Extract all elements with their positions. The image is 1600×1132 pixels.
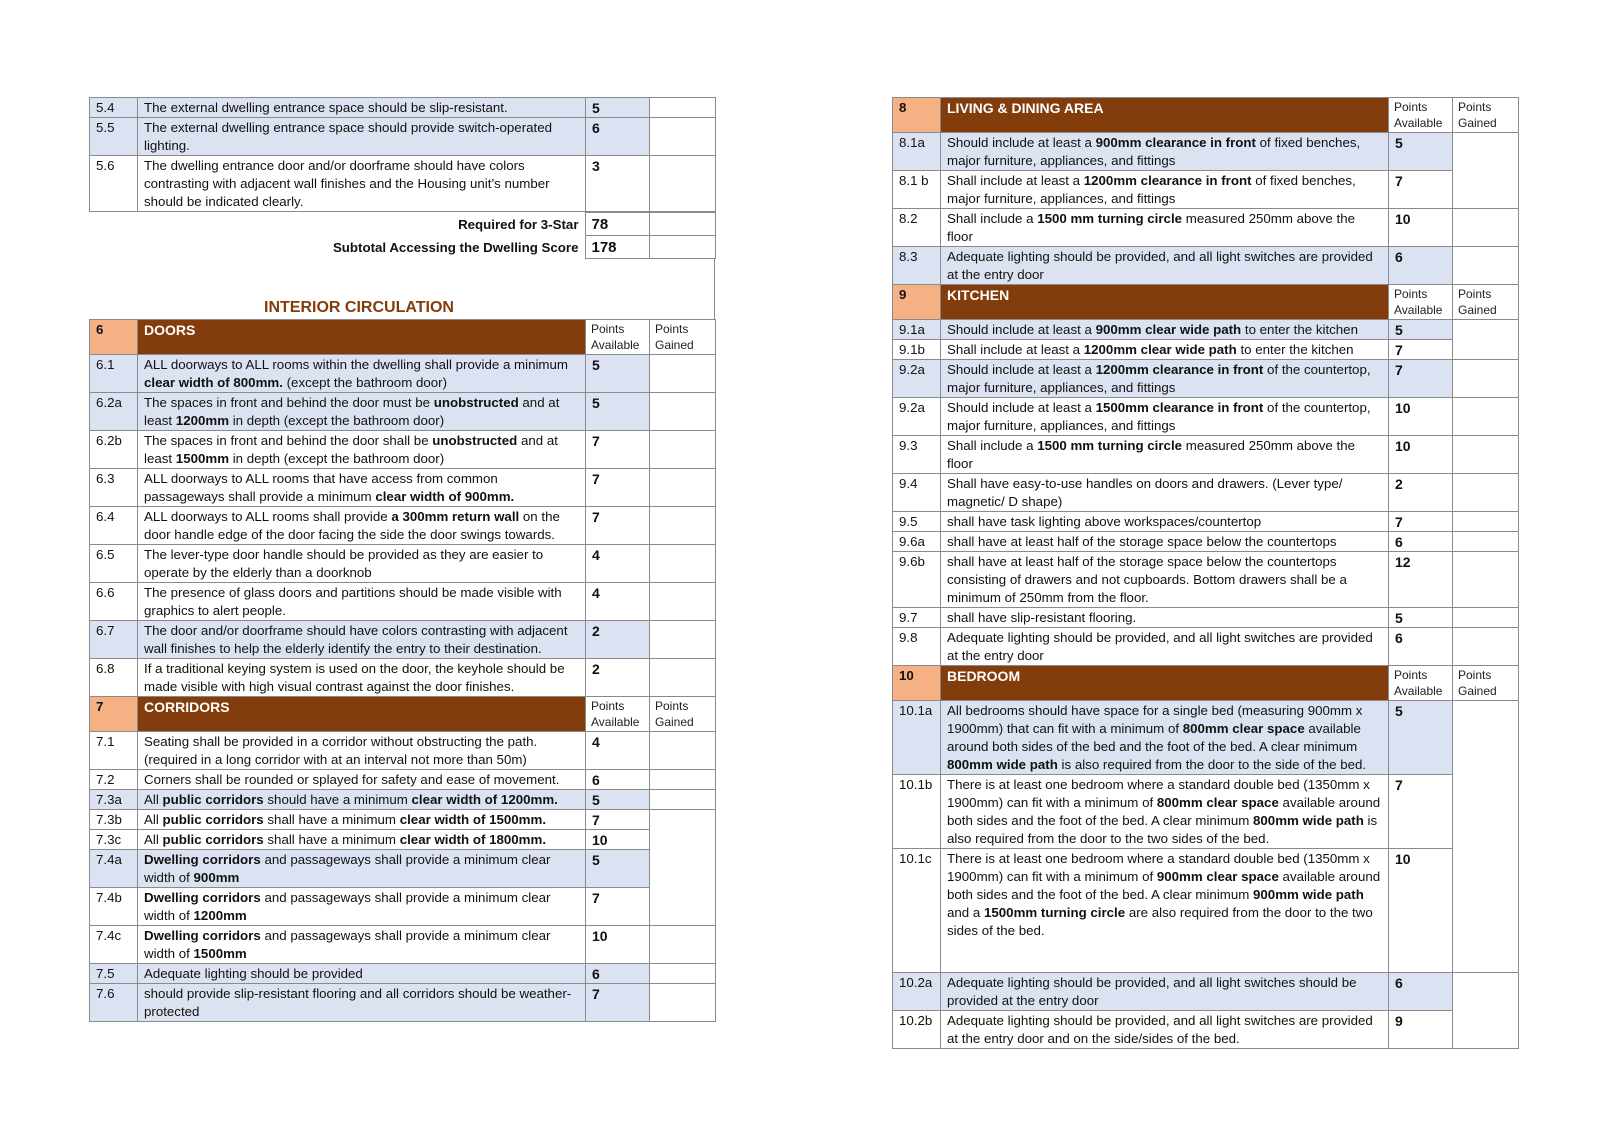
points-gained: [1453, 474, 1519, 512]
points-gained-header: Points Gained: [650, 320, 716, 355]
criterion-row: [90, 850, 716, 888]
criterion-row: [90, 830, 716, 850]
points-gained: [650, 583, 716, 621]
criterion-description: shall have at least half of the storage space below the countertops: [941, 532, 1389, 552]
required-label: Required for 3-Star: [458, 216, 579, 232]
criterion-number: 6.6: [90, 583, 138, 621]
points-available: 10: [1389, 849, 1453, 973]
criterion-row: [893, 512, 1519, 532]
criterion-number: 9.2a: [893, 398, 941, 436]
points-available: 7: [1389, 512, 1453, 532]
section-number: 7: [90, 697, 138, 732]
points-gained: [1453, 552, 1519, 608]
criterion-number: 5.6: [90, 156, 138, 212]
criterion-row: [893, 133, 1519, 171]
points-gained: [650, 118, 716, 156]
points-available-header: Points Available: [1389, 666, 1453, 701]
points-gained: [1453, 512, 1519, 532]
points-available: 7: [1389, 171, 1453, 209]
section-header-row: [893, 98, 1519, 133]
criterion-description: Adequate lighting should be provided, and all light switches should be provided at the entry door: [941, 973, 1389, 1011]
criterion-description: If a traditional keying system is used on the door, the keyhole should be made visible with high visual contrast against the door finishes.: [138, 659, 586, 697]
criterion-description: shall have at least half of the storage space below the countertops consisting of drawers and not cupboards. Bottom drawers shall be a minimum of 250mm from the floor.: [941, 552, 1389, 608]
criterion-description: Dwelling corridors and passageways shall provide a minimum clear width of 900mm: [138, 850, 586, 888]
criterion-description: Dwelling corridors and passageways shall provide a minimum clear width of 1500mm: [138, 926, 586, 964]
points-available: 5: [586, 355, 650, 393]
criterion-number: 7.5: [90, 964, 138, 984]
criterion-description: There is at least one bedroom where a standard double bed (1350mm x 1900mm) can fit with a minimum of 800mm clear space available around both sides and the foot of the bed. A clear minimum 800mm wide path is also required from the door to the two sides of the bed.: [941, 775, 1389, 849]
points-available: 7: [586, 888, 650, 926]
required-gained: [649, 213, 715, 236]
criterion-number: 7.1: [90, 732, 138, 770]
points-gained: [650, 984, 716, 1022]
points-available: 7: [586, 469, 650, 507]
criterion-number: 9.2a: [893, 360, 941, 398]
points-available: 5: [1389, 133, 1453, 171]
criterion-number: 7.4c: [90, 926, 138, 964]
points-available: 4: [586, 583, 650, 621]
criterion-row: [90, 583, 716, 621]
criterion-number: 7.3c: [90, 830, 138, 850]
criterion-number: 9.5: [893, 512, 941, 532]
section-header-row: [893, 285, 1519, 320]
criterion-number: 6.2a: [90, 393, 138, 431]
criterion-description: The external dwelling entrance space should provide switch-operated lighting.: [138, 118, 586, 156]
points-gained: [650, 621, 716, 659]
criterion-number: 5.5: [90, 118, 138, 156]
points-available: 10: [1389, 209, 1453, 247]
criterion-row: [90, 964, 716, 984]
criterion-row: [893, 701, 1519, 775]
section-header-row: [90, 697, 716, 732]
criterion-description: Shall include at least a 1200mm clearance in front of fixed benches, major furniture, appliances, and fittings: [941, 171, 1389, 209]
points-gained: [650, 393, 716, 431]
criterion-row: [90, 790, 716, 810]
criterion-description: Shall have easy-to-use handles on doors and drawers. (Lever type/ magnetic/ D shape): [941, 474, 1389, 512]
criterion-row: [893, 474, 1519, 512]
criterion-number: 9.8: [893, 628, 941, 666]
criterion-row: [90, 984, 716, 1022]
criterion-row: [893, 552, 1519, 608]
score-summary: [89, 212, 716, 259]
subtotal-row: [89, 236, 715, 259]
criterion-row: [90, 732, 716, 770]
points-available: 7: [1389, 360, 1453, 398]
criterion-number: 9.6a: [893, 532, 941, 552]
criterion-description: Should include at least a 1500mm clearance in front of the countertop, major furniture, appliances, and fittings: [941, 398, 1389, 436]
section-title: BEDROOM: [941, 666, 1389, 701]
criterion-description: Shall include a 1500 mm turning circle measured 250mm above the floor: [941, 436, 1389, 474]
section-header-row: [893, 666, 1519, 701]
criterion-row: [893, 436, 1519, 474]
points-available: 2: [1389, 474, 1453, 512]
criterion-row: [893, 340, 1519, 360]
points-gained: [650, 98, 716, 118]
criterion-row: [90, 770, 716, 790]
points-gained: [1453, 320, 1519, 360]
criterion-number: 9.6b: [893, 552, 941, 608]
points-available: 5: [586, 393, 650, 431]
points-available: 10: [586, 926, 650, 964]
criterion-description: Dwelling corridors and passageways shall provide a minimum clear width of 1200mm: [138, 888, 586, 926]
entrance-criteria-table: [89, 97, 716, 212]
criterion-row: [90, 156, 716, 212]
points-gained: [1453, 398, 1519, 436]
criterion-number: 6.1: [90, 355, 138, 393]
points-gained: [650, 790, 716, 810]
points-available: 9: [1389, 1011, 1453, 1049]
points-available: 5: [1389, 608, 1453, 628]
criterion-number: 6.8: [90, 659, 138, 697]
required-row: [89, 213, 715, 236]
criterion-description: All bedrooms should have space for a single bed (measuring 900mm x 1900mm) that can fit with a minimum of 800mm clear space available around both sides of the bed and the foot of the bed. A clear minimum 800mm wide path is also required from the door to the side of the bed.: [941, 701, 1389, 775]
points-gained: [1453, 436, 1519, 474]
criterion-description: The lever-type door handle should be provided as they are easier to operate by the elderly than a doorknob: [138, 545, 586, 583]
criterion-description: Seating shall be provided in a corridor without obstructing the path. (required in a long corridor with at an interval not more than 50m): [138, 732, 586, 770]
criterion-description: Adequate lighting should be provided, and all light switches are provided at the entry door: [941, 628, 1389, 666]
criterion-number: 7.6: [90, 984, 138, 1022]
criterion-number: 7.4a: [90, 850, 138, 888]
criterion-description: Adequate lighting should be provided, and all light switches are provided at the entry door: [941, 247, 1389, 285]
criterion-number: 7.2: [90, 770, 138, 790]
points-gained: [650, 545, 716, 583]
points-available: 6: [1389, 247, 1453, 285]
criterion-number: 8.3: [893, 247, 941, 285]
criterion-description: Corners shall be rounded or splayed for safety and ease of movement.: [138, 770, 586, 790]
points-gained-header: Points Gained: [1453, 98, 1519, 133]
criterion-number: 7.3b: [90, 810, 138, 830]
points-gained: [1453, 608, 1519, 628]
points-available: 6: [586, 118, 650, 156]
criterion-number: 6.3: [90, 469, 138, 507]
criterion-description: Should include at least a 900mm clearance in front of fixed benches, major furniture, appliances, and fittings: [941, 133, 1389, 171]
points-available: 10: [586, 830, 650, 850]
points-gained-header: Points Gained: [1453, 285, 1519, 320]
criterion-number: 10.1c: [893, 849, 941, 973]
points-available: 7: [586, 431, 650, 469]
points-available: 7: [1389, 775, 1453, 849]
points-available: 5: [1389, 320, 1453, 340]
subtotal-gained: [649, 236, 715, 259]
criterion-row: [893, 360, 1519, 398]
section-number: 8: [893, 98, 941, 133]
criterion-row: [893, 398, 1519, 436]
points-gained: [1453, 209, 1519, 247]
criterion-description: ALL doorways to ALL rooms that have access from common passageways shall provide a minimum clear width of 900mm.: [138, 469, 586, 507]
criterion-row: [90, 810, 716, 830]
criterion-description: The spaces in front and behind the door shall be unobstructed and at least 1500mm in depth (except the bathroom door): [138, 431, 586, 469]
points-available: 12: [1389, 552, 1453, 608]
criterion-row: [893, 849, 1519, 973]
points-gained: [650, 469, 716, 507]
criterion-row: [90, 118, 716, 156]
criterion-description: The external dwelling entrance space should be slip-resistant.: [138, 98, 586, 118]
points-available: 10: [1389, 436, 1453, 474]
criterion-number: 7.3a: [90, 790, 138, 810]
criterion-row: [893, 775, 1519, 849]
criterion-description: The spaces in front and behind the door must be unobstructed and at least 1200mm in depth (except the bathroom door): [138, 393, 586, 431]
points-available: 5: [586, 850, 650, 888]
criterion-number: 10.1b: [893, 775, 941, 849]
points-available: 7: [586, 984, 650, 1022]
criterion-row: [90, 888, 716, 926]
criterion-number: 9.1b: [893, 340, 941, 360]
criterion-description: The presence of glass doors and partitions should be made visible with graphics to alert people.: [138, 583, 586, 621]
rooms-criteria-table: [892, 97, 1519, 1049]
points-gained: [1453, 628, 1519, 666]
points-gained: [1453, 133, 1519, 209]
criterion-description: All public corridors should have a minimum clear width of 1200mm.: [138, 790, 586, 810]
section-title: KITCHEN: [941, 285, 1389, 320]
criterion-description: Should include at least a 900mm clear wide path to enter the kitchen: [941, 320, 1389, 340]
criterion-number: 10.2a: [893, 973, 941, 1011]
criterion-row: [90, 469, 716, 507]
points-available: 4: [586, 732, 650, 770]
points-gained: [1453, 360, 1519, 398]
interior-circulation-table: [89, 319, 716, 1022]
section-number: 6: [90, 320, 138, 355]
points-gained: [650, 431, 716, 469]
criterion-number: 9.1a: [893, 320, 941, 340]
points-gained: [650, 659, 716, 697]
required-value: 78: [585, 213, 649, 236]
criterion-description: All public corridors shall have a minimum clear width of 1500mm.: [138, 810, 586, 830]
points-gained: [650, 156, 716, 212]
right-column: [892, 97, 1518, 1049]
criterion-description: shall have task lighting above workspaces/countertop: [941, 512, 1389, 532]
criterion-number: 8.1 b: [893, 171, 941, 209]
criterion-row: [90, 621, 716, 659]
points-gained: [1453, 247, 1519, 285]
heading-spacer: [89, 259, 715, 319]
points-available: 7: [586, 810, 650, 830]
section-number: 9: [893, 285, 941, 320]
criterion-row: [90, 926, 716, 964]
criterion-number: 6.7: [90, 621, 138, 659]
criterion-number: 10.1a: [893, 701, 941, 775]
criterion-number: 7.4b: [90, 888, 138, 926]
points-available: 5: [586, 98, 650, 118]
points-gained: [650, 507, 716, 545]
criterion-description: Should include at least a 1200mm clearance in front of the countertop, major furniture, appliances, and fittings: [941, 360, 1389, 398]
section-header-row: [90, 320, 716, 355]
criterion-row: [893, 247, 1519, 285]
criterion-row: [893, 608, 1519, 628]
section-title: DOORS: [138, 320, 586, 355]
section-title: CORRIDORS: [138, 697, 586, 732]
criterion-description: Adequate lighting should be provided, and all light switches are provided at the entry door and on the side/sides of the bed.: [941, 1011, 1389, 1049]
points-gained: [650, 926, 716, 964]
section-heading: INTERIOR CIRCULATION: [264, 299, 454, 316]
criterion-description: There is at least one bedroom where a standard double bed (1350mm x 1900mm) can fit with a minimum of 900mm clear space available around both sides and the foot of the bed. A clear minimum 900mm wide path and a 1500mm turning circle are also required from the door to the two sides of the bed.: [941, 849, 1389, 973]
criterion-number: 9.4: [893, 474, 941, 512]
points-gained: [650, 355, 716, 393]
criterion-description: Shall include at least a 1200mm clear wide path to enter the kitchen: [941, 340, 1389, 360]
points-available-header: Points Available: [1389, 285, 1453, 320]
criterion-description: Adequate lighting should be provided: [138, 964, 586, 984]
points-available-header: Points Available: [1389, 98, 1453, 133]
criterion-description: All public corridors shall have a minimum clear width of 1800mm.: [138, 830, 586, 850]
criterion-row: [90, 355, 716, 393]
criterion-row: [893, 532, 1519, 552]
section-number: 10: [893, 666, 941, 701]
points-available: 6: [586, 964, 650, 984]
criterion-row: [90, 659, 716, 697]
left-column: [89, 97, 715, 1022]
criterion-description: The dwelling entrance door and/or doorframe should have colors contrasting with adjacent wall finishes and the Housing unit’s number should be indicated clearly.: [138, 156, 586, 212]
points-gained: [1453, 701, 1519, 973]
criterion-description: ALL doorways to ALL rooms within the dwelling shall provide a minimum clear width of 800mm. (except the bathroom door): [138, 355, 586, 393]
criterion-number: 9.3: [893, 436, 941, 474]
criterion-row: [893, 973, 1519, 1011]
points-available: 6: [1389, 532, 1453, 552]
section-title: LIVING & DINING AREA: [941, 98, 1389, 133]
points-available: 6: [1389, 628, 1453, 666]
points-available-header: Points Available: [586, 697, 650, 732]
points-available: 2: [586, 659, 650, 697]
criterion-description: Shall include a 1500 mm turning circle measured 250mm above the floor: [941, 209, 1389, 247]
points-available: 10: [1389, 398, 1453, 436]
criterion-number: 6.5: [90, 545, 138, 583]
criterion-number: 9.7: [893, 608, 941, 628]
criterion-description: ALL doorways to ALL rooms shall provide a 300mm return wall on the door handle edge of the door facing the side the door swings towards.: [138, 507, 586, 545]
criterion-number: 8.1a: [893, 133, 941, 171]
points-gained-header: Points Gained: [650, 697, 716, 732]
points-available: 4: [586, 545, 650, 583]
points-available: 2: [586, 621, 650, 659]
criterion-row: [893, 171, 1519, 209]
criterion-number: 10.2b: [893, 1011, 941, 1049]
points-gained-header: Points Gained: [1453, 666, 1519, 701]
points-available: 5: [586, 790, 650, 810]
points-available: 5: [1389, 701, 1453, 775]
criterion-row: [90, 393, 716, 431]
criterion-row: [893, 1011, 1519, 1049]
points-gained: [650, 732, 716, 770]
criterion-row: [90, 507, 716, 545]
points-available-header: Points Available: [586, 320, 650, 355]
criterion-row: [90, 431, 716, 469]
points-gained: [1453, 973, 1519, 1049]
points-gained: [650, 810, 716, 926]
points-available: 7: [586, 507, 650, 545]
criterion-number: 8.2: [893, 209, 941, 247]
points-gained: [650, 770, 716, 790]
subtotal-label: Subtotal Accessing the Dwelling Score: [332, 239, 579, 255]
points-available: 3: [586, 156, 650, 212]
criterion-row: [893, 628, 1519, 666]
criterion-number: 5.4: [90, 98, 138, 118]
points-available: 6: [586, 770, 650, 790]
criterion-row: [90, 545, 716, 583]
criterion-row: [90, 98, 716, 118]
subtotal-value: 178: [585, 236, 649, 259]
points-gained: [1453, 532, 1519, 552]
criterion-description: should provide slip-resistant flooring and all corridors should be weather-protected: [138, 984, 586, 1022]
points-available: 6: [1389, 973, 1453, 1011]
criterion-row: [893, 320, 1519, 340]
points-gained: [650, 964, 716, 984]
points-available: 7: [1389, 340, 1453, 360]
criterion-number: 6.4: [90, 507, 138, 545]
criterion-description: shall have slip-resistant flooring.: [941, 608, 1389, 628]
criterion-description: The door and/or doorframe should have colors contrasting with adjacent wall finishes to help the elderly identify the entry to their destination.: [138, 621, 586, 659]
criterion-row: [893, 209, 1519, 247]
criterion-number: 6.2b: [90, 431, 138, 469]
